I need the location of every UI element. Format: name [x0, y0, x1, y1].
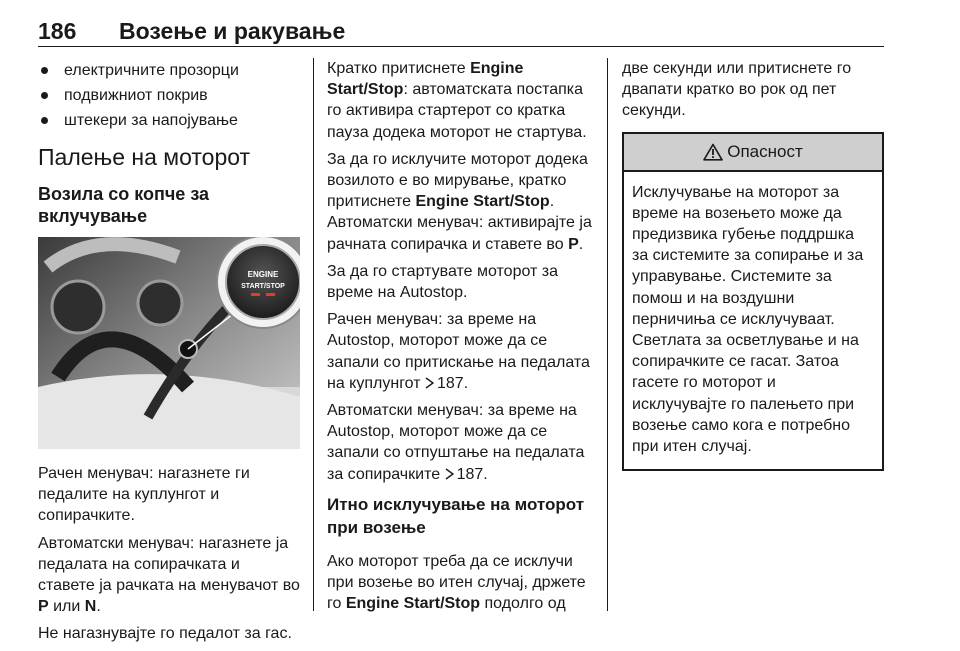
paragraph: две секунди или притиснете го двапати кратко во рок од пет секунди.	[622, 60, 852, 120]
page-header	[38, 16, 884, 47]
bullet-list	[38, 58, 300, 133]
paragraph: Ако моторот треба да се исклучи при возење во итен случај, држете го Engine Start/Stop подолго од	[327, 552, 586, 613]
list-item: штекери за напојување	[38, 108, 300, 133]
column-right	[622, 58, 884, 471]
arrow-ref-icon[interactable]	[445, 468, 454, 480]
column-left	[38, 58, 300, 651]
paragraph: Рачен менувач: нагазнете ги педалите на куплунгот и сопирачките.	[38, 465, 250, 525]
paragraph: Автоматски менувач: нагазнете ја педалата на сопирачката и ставете ја рачката на менувачот во P или N.	[38, 534, 300, 616]
section-heading: Палење на моторот	[38, 144, 251, 170]
paragraph: За да го исклучите моторот додека возилото е во мирување, кратко притиснете Engine Start/Stop. Автоматски менувач: активирајте ја рачната сопирачка и ставете во P.	[327, 150, 592, 253]
button-text-engine: ENGINE	[247, 270, 279, 279]
paragraph: За да го стартувате моторот за време на Autostop.	[327, 262, 559, 302]
bullet-icon	[41, 92, 48, 99]
button-text-start-stop: START/STOP	[241, 283, 285, 290]
warning-header	[624, 134, 882, 172]
section-heading: Итно исклучување на моторот при возење	[327, 494, 585, 537]
column-divider	[607, 58, 608, 611]
paragraph: Рачен менувач: за време на Autostop, моторот може да се запали со притискање на педалата на куплунгот 187.	[327, 311, 590, 392]
arrow-ref-icon[interactable]	[425, 377, 434, 389]
page-ref-link[interactable]: 187.	[456, 465, 488, 483]
subsection-heading: Возила со копче за вклучување	[38, 184, 210, 226]
warning-box	[622, 132, 884, 472]
bullet-icon	[41, 67, 48, 74]
engine-start-button-photo	[38, 237, 300, 449]
paragraph: Автоматски менувач: за време на Autostop, моторот може да се запали со отпуштање на педалата за сопирачките 187.	[327, 402, 585, 483]
list-item: електричните прозорци	[38, 58, 300, 83]
column-middle	[327, 58, 593, 620]
page-ref-link[interactable]: 187.	[437, 374, 469, 392]
warning-text: Исклучување на моторот за време на возењето може да предизвика губење поддршка за системите за сопирање и за управување. Системите за помош и на воздушни перничиња се исклучуваат. Светлата за осветлување и на сопирачките се гасат. Затоа гасете го моторот и исклучувајте го палењето при возење само кога е потребно при итен случај.	[632, 183, 864, 456]
paragraph: Не нагазнувајте го педалот за гас.	[38, 625, 292, 643]
paragraph: Кратко притиснете Engine Start/Stop: автоматската постапка го активира стартерот со кратка пауза додека моторот не стартува.	[327, 60, 587, 141]
bullet-icon	[41, 117, 48, 124]
chapter-title: Возење и ракување	[119, 18, 346, 44]
column-divider	[313, 58, 314, 611]
warning-triangle-icon	[703, 143, 723, 161]
list-item: подвижниот покрив	[38, 83, 300, 108]
page-number: 186	[38, 18, 77, 44]
warning-title: Опасност	[727, 142, 803, 161]
